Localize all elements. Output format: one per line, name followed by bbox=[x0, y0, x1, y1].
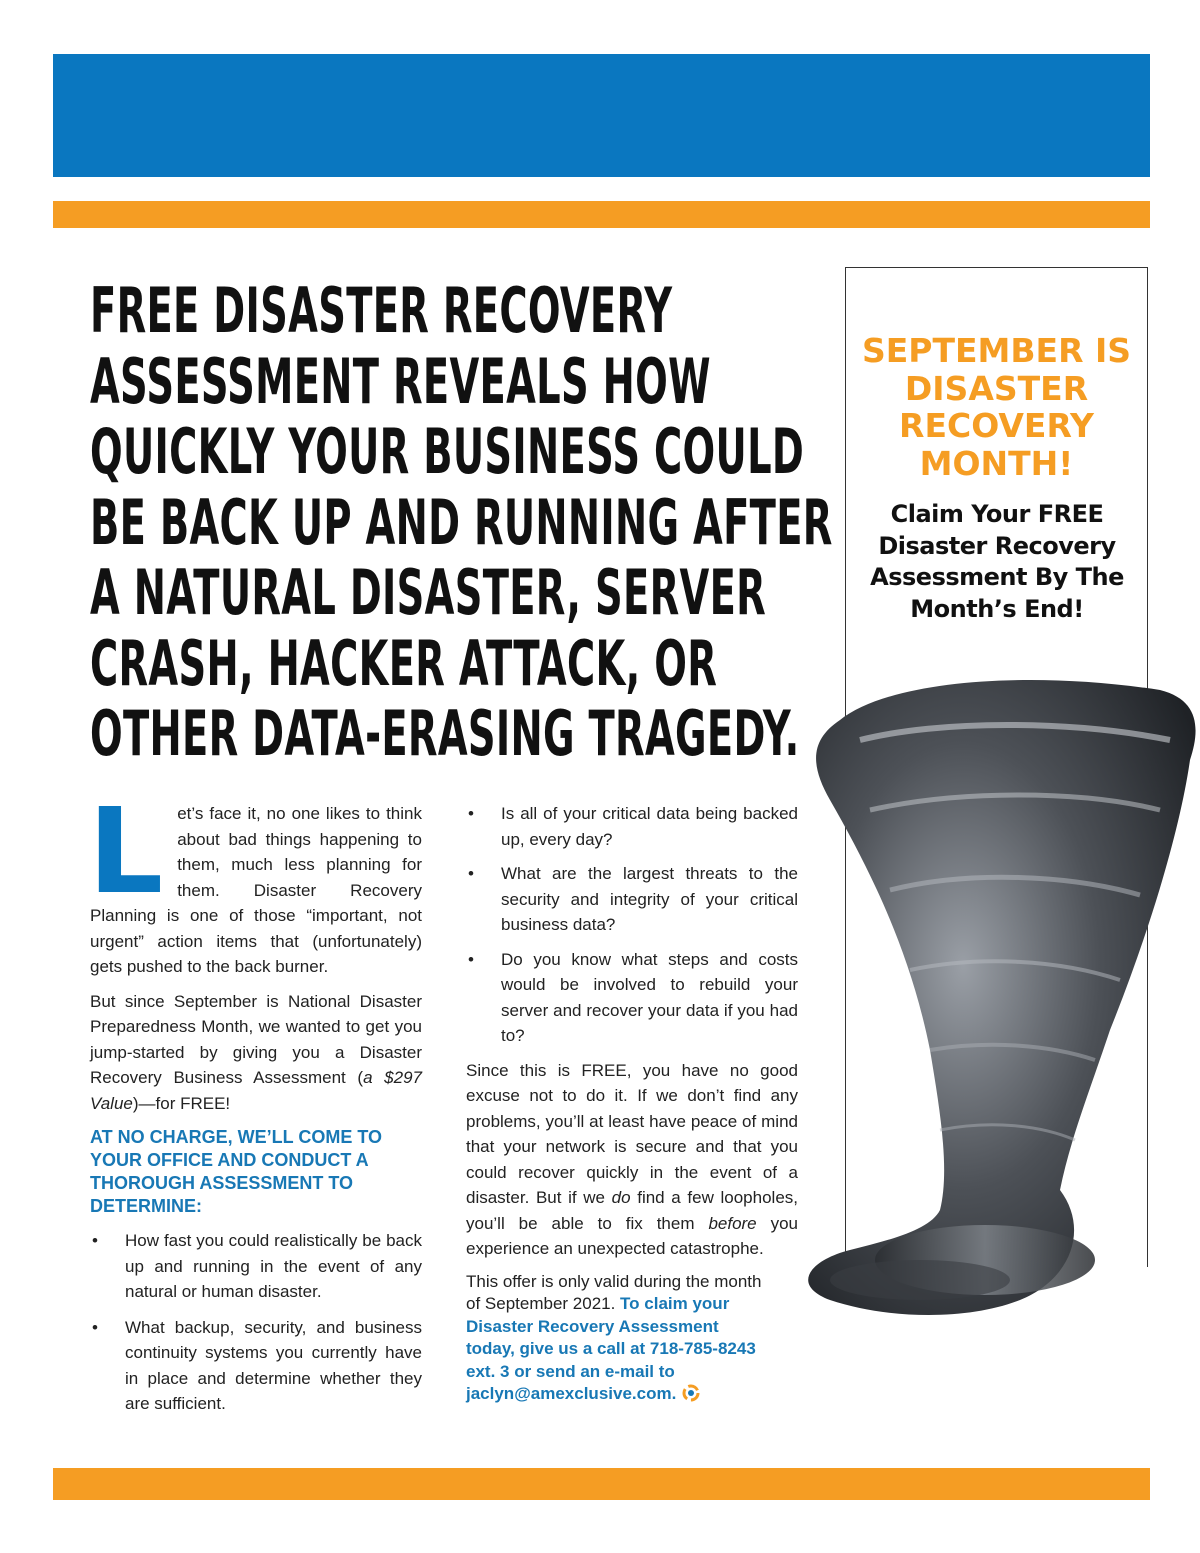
headline: FREE DISASTER RECOVERY ASSESSMENT REVEALS HOW QUICKLY YOUR BUSINESS COULD BE BACK UP AND RUNNING AFTER A NATURAL DISASTER, SERVER CRASH, HACKER ATTACK, OR OTHER DATA-ERASING TRAGEDY. bbox=[90, 274, 833, 770]
tornado-illustration bbox=[770, 670, 1200, 1330]
sidebar-kicker: SEPTEMBER IS DISASTER RECOVERY MONTH! bbox=[861, 331, 1132, 483]
offer-intro-paragraph bbox=[90, 989, 422, 1117]
left-bullet-list bbox=[90, 1228, 422, 1417]
since-text-2: find a few loopholes, you’ll be able to fix them bbox=[466, 1188, 798, 1233]
bullet-icon: • bbox=[92, 1231, 98, 1250]
list-item-text: How fast you could realistically be back up and running in the event of any natural or human disaster. bbox=[125, 1231, 422, 1301]
para2-before: But since September is National Disaster Preparedness Month, we wanted to get you jump-started by giving you a Disaster Recovery Business Assessment ( bbox=[90, 991, 422, 1087]
bottom-orange-stripe bbox=[53, 1468, 1150, 1500]
small-logo-mark-icon bbox=[682, 1384, 700, 1402]
intro-paragraph bbox=[88, 782, 422, 980]
value-italic: a $297 Value bbox=[90, 1068, 422, 1113]
offer-contact-text[interactable]: To claim your Disaster Recovery Assessment today, give us a call at 718-785-8243 ext. 3 or send an e-mail to jaclyn@amexclusive.com. bbox=[466, 1294, 756, 1403]
list-item bbox=[466, 861, 798, 938]
assessment-subheading: AT NO CHARGE, WE’LL COME TO YOUR OFFICE AND CONDUCT A THOROUGH ASSESSMENT TO DETERMINE: bbox=[90, 1127, 382, 1216]
since-free-paragraph bbox=[466, 1058, 798, 1262]
bullet-icon: • bbox=[468, 804, 474, 823]
since-text-1: Since this is FREE, you have no good excuse not to do it. If we don’t find any problems, you’ll at least have peace of mind that your network is secure and that you could recover quickly in the event of a disaster. But if we bbox=[466, 1060, 798, 1207]
article-left-column bbox=[88, 782, 422, 1427]
bullet-icon: • bbox=[468, 864, 474, 883]
list-item-text: Do you know what steps and costs would be involved to rebuild your server and recover your data if you had to? bbox=[501, 949, 798, 1045]
since-italic-before: before bbox=[708, 1213, 757, 1233]
list-item-text: What are the largest threats to the security and integrity of your critical business data? bbox=[501, 864, 798, 934]
list-item bbox=[466, 947, 798, 1049]
top-blue-band bbox=[53, 54, 1150, 177]
bullet-icon: • bbox=[92, 1317, 98, 1337]
since-italic-do: do bbox=[611, 1188, 631, 1207]
offer-plain-text: This offer is only valid during the month of September 2021. bbox=[466, 1271, 762, 1313]
para2-after: )—for FREE! bbox=[132, 1093, 231, 1113]
bullet-icon: • bbox=[468, 949, 474, 969]
list-item bbox=[90, 1315, 422, 1417]
list-item-text: What backup, security, and business continuity systems you currently have in place and determine whether they are sufficient. bbox=[125, 1317, 422, 1413]
drop-cap: L bbox=[88, 782, 164, 920]
list-item bbox=[466, 801, 798, 852]
sidebar-claim: Claim Your FREE Disaster Recovery Assessment By The Month’s End! bbox=[870, 500, 1124, 623]
offer-paragraph bbox=[466, 1271, 766, 1406]
right-bullet-list bbox=[466, 801, 798, 1049]
top-orange-stripe bbox=[53, 201, 1150, 228]
since-text-3: you experience an unexpected catastrophe. bbox=[466, 1213, 798, 1258]
article-right-column bbox=[466, 801, 798, 1406]
list-item-text: Is all of your critical data being backed up, every day? bbox=[501, 804, 798, 849]
list-item bbox=[90, 1228, 422, 1305]
intro-text: et’s face it, no one likes to think about bad things happening to them, much less planning for them. Disaster Recovery Planning is one of those “important, not urgent” action items that (unfortunately) gets pushed to the back burner. bbox=[90, 804, 422, 976]
